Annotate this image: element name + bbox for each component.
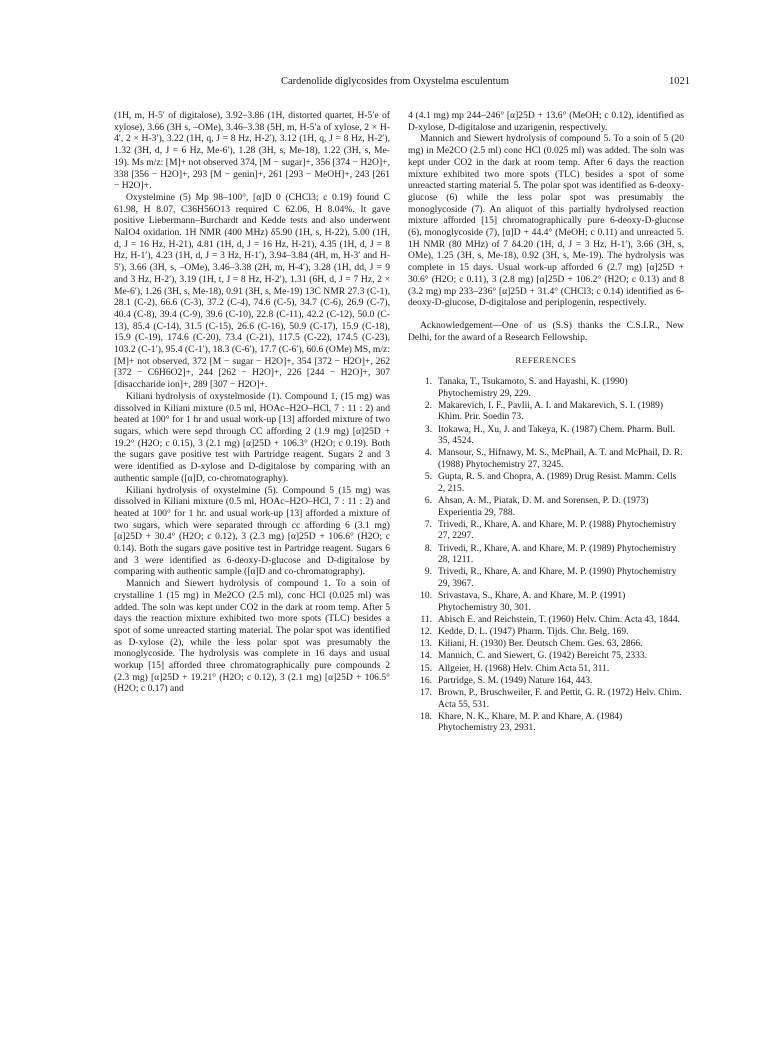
paragraph-nmr-continuation: (1H, m, H-5′ of digitalose), 3.92–3.86 (1H, distorted quartet, H-5′e of xylose), 3.66 (3H s, –OMe), 3.46–3.38 (5H, m, H-5′a of xylose, 2 × H-4′, 2 × H-3′), 3.22 (1H, q, J = 8 Hz, H-2′), 3.12 (1H, q, J = 8 Hz, H-2′), 1.32 (3H, d, J = 6 Hz, Me-6′), 1.28 (3H, s, Me-18), 1.22 (3H, s, Me-19). Ms m/z: [M]+ not observed 374, [M − sugar]+, 356 [374 − H2O]+, 338 [356 − H2O]+, 293 [M − genin]+, 261 [293 − MeOH]+, 243 [261 − H2O]+. (114, 110, 390, 192)
reference-item: 7. Trivedi, R., Khare, A. and Khare, M. P. (1988) Phytochemistry 27, 2297. (424, 519, 677, 542)
references-heading: REFERENCES (515, 355, 577, 366)
reference-list (408, 377, 684, 735)
reference-item: 9. Trivedi, R., Khare, A. and Khare, M. P. (1990) Phytochemistry 29, 3967. (424, 567, 677, 589)
running-title: Cardenolide diglycosides from Oxystelma esculentum (280, 76, 510, 87)
acknowledgement: Acknowledgement—One of us (S.S) thanks the C.S.I.R., New Delhi, for the award of a Research Fellowship. (408, 319, 684, 343)
paragraph-kiliani-hydrolysis-5: Kiliani hydrolysis of oxystelmine (5). Compound 5 (15 mg) was dissolved in Kiliani mixture (0.5 ml, HOAc–H2O–HCl, 7 : 11 : 2) and heated at 100° for 1 hr. and usual work-up [13] afforded a mixture of two sugars, which were separated through cc affording 6 (3.1 mg) [α]25D + 30.4° (H2O; c 0.12), 3 (2.3 mg) [α]25D + 106.6° (H2O; c 0.14). Both the sugars gave positive test in Partridge reagent. Sugars 6 and 3 were identified as 6-deoxy-D-glucose and D-digitalose by comparing with authentic sample ([α]D and co-chromatography). (114, 484, 390, 578)
paragraph-mannich-hydrolysis-5: Mannich and Siewert hydrolysis of compound 5. To a soin of 5 (20 mg) in Me2CO (2.5 ml) conc HCl (0.025 ml) was added. The soln was kept under CO2 in the dark at room temp. After 6 days the reaction mixture exhibited two more spots (TLC) besides a spot of some unreacted starting material 5. The polar spot was identified as 6-deoxy-glucose (6) while the less polar spot was presumably the monoglycoside (7). An aliquot of this partially hydrolysed reaction mixture afforded [15] chromatographically pure 6-deoxy-D-glucose (6), monoglycoside (7), [α]D + 44.4° (MeOH; c 0.11) and unreacted 5. 1H NMR (80 MHz) of 7 δ4.20 (1H, d, J = 3 Hz, H-1′), 3.66 (3H, s, OMe), 1.25 (3H, s, Me-18), 0.92 (3H, s, Me-19). The hydrolysis was complete in 15 days. Usual work-up afforded 6 (2.7 mg) [α]25D + 30.6° (H2O; c 0.11), 3 (2.8 mg) [α]25D + 106.2° (H2O; c 0.13) and 8 (3.2 mg) mp 233–236° [α]25D + 31.4° (CHCl3; c 0.14) identified as 6-deoxy-D-glucose, D-digitalose and periplogenin, respectively. (408, 133, 684, 309)
reference-item: 3. Itokawa, H., Xu, J. and Takeya, K. (1987) Chem. Pharm. Bull. 35, 4524. (424, 424, 676, 447)
paragraph-mannich-hydrolysis-1: Mannich and Siewert hydrolysis of compound 1. To a soin of crystalline 1 (15 mg) in Me2CO (2.5 ml), conc HCl (0.025 ml) was added. The soln was kept under CO2 in the dark at room temp. After 5 days the reaction mixture exhibited two more spots (TLC) besides a spot of some unreacted starting material. The polar spot was identified as D-xylose (2), while the less polar spot was presumably the monoglycoside. The hydrolysis was complete in 16 days and usual workup [15] afforded three chromatographically pure compounds 2 (2.3 mg) [α]25D + 19.21° (H2O; c 0.12), 3 (2.1 mg) [α]25D + 106.5° (H2O; c 0.17) and (114, 578, 390, 695)
right-column (408, 110, 684, 736)
reference-item: 11. Abisch E. and Reichstein, T. (1960) Helv. Chim. Acta 43, 1844. (420, 614, 681, 625)
paragraph-continuation: 4 (4.1 mg) mp 244–246° [α]25D + 13.6° (MeOH; c 0.12), identified as D-xylose, D-digitalose and uzarigenin, respectively. (408, 110, 684, 133)
reference-item: 10. Srivastava, S., Khare, A. and Khare, M. P. (1991) Phytochemistry 30, 301. (420, 591, 626, 613)
left-column (114, 110, 390, 695)
reference-item: 2. Makarevich, I. F., Pavlii, A. I. and Makarevich, S. I. (1989) Khim. Prir. Soedin 73. (424, 400, 664, 423)
paragraph-kiliani-hydrolysis-1: Kiliani hydrolysis of oxystelmoside (1). Compound 1, (15 mg) was dissolved in Kiliani mixture (0.5 ml, HOAc–H2O–HCl, 7 : 11 : 2) and heated at 100° for 1 hr and usual work-up [13] afforded mixture of two sugars, which were sepd through CC affording 2 (1.9 mg) [α]25D + 19.2° (H2O; c 0.15), 3 (2.1 mg) [α]25D + 106.3° (H2O; c 0.19). Both the sugars gave positive test with Partridge reagent. Sugars 2 and 3 were identified as D-xylose and D-digitalose by comparing with an authentic sample ([α]D, co-chromatography). (114, 390, 390, 484)
reference-item: 6. Ahsan, A. M., Piatak, D. M. and Sorensen, P. D. (1973) Experientia 29, 788. (424, 495, 649, 518)
reference-item: 14. Mannich, C. and Siewert, G. (1942) Bereicht 75, 2333. (420, 651, 647, 662)
reference-item: 5. Gupta, R. S. and Chopra, A. (1989) Drug Resist. Mamm. Cells 2, 215. (424, 472, 677, 494)
reference-item: 13. Kiliani, H. (1930) Ber. Deutsch Chem. Ges. 63, 2866. (420, 639, 643, 650)
reference-item: 1. Tanaka, T., Tsukamoto, S. and Hayashi, K. (1990) Phytochemistry 29, 229. (424, 377, 628, 399)
reference-item: 4. Mansour, S., Hifnawy, M. S., McPhail, A. T. and McPhail, D. R. (1988) Phytochemistry 27, 3245. (424, 448, 683, 470)
reference-item: 12. Kedde, D. L. (1947) Pharm. Tijds. Chr. Belg. 169. (420, 627, 629, 638)
reference-item: 18. Khare, N. K., Khare, M. P. and Khare, A. (1984) Phytochemistry 23, 2931. (420, 711, 623, 734)
reference-item: 15. Allgeier, H. (1968) Helv. Chim Acta 51, 311. (420, 663, 610, 674)
page-number: 1021 (669, 76, 690, 87)
reference-item: 8. Trivedi, R., Khare, A. and Khare, M. P. (1989) Phytochemistry 28, 1211. (424, 543, 677, 566)
reference-item: 17. Brown, P., Bruschweiler, F. and Pettit, G. R. (1972) Helv. Chim. Acta 55, 531. (420, 688, 682, 710)
paragraph-oxystelmine-data: Oxystelmine (5) Mp 98–100°, [α]D 0 (CHCl3; c 0.19) found C 61.98, H 8.07, C36H56O13 required C 62.06, H 8.04%. It gave positive Liebermann–Burchardt and Kedde tests and also underwent NaIO4 oxidation. 1H NMR (400 MHz) δ5.90 (1H, s, H-22), 5.00 (1H, d, J = 16 Hz, H-21), 4.81 (1H, d, J = 16 Hz, H-21), 4.35 (1H, d, J = 8 Hz, H-1′), 4.23 (1H, d, J = 3 Hz, H-1′), 3.94–3.84 (4H, m, H-3′ and H-5′), 3.66 (3H, s, –OMe), 3.46–3.38 (2H, m, H-4′), 3.28 (1H, dd, J = 9 and 3 Hz, H-2′), 3.19 (1H, t, J = 8 Hz, H-2′), 1.31 (6H, d, J = 7 Hz, 2 × Me-6′), 1.26 (3H, s, Me-18), 0.91 (3H, s, Me-19) 13C NMR 27.3 (C-1), 28.1 (C-2), 66.6 (C-3), 37.2 (C-4), 74.6 (C-5), 34.7 (C-6), 26.9 (C-7), 40.4 (C-8), 39.4 (C-9), 39.6 (C-10), 22.8 (C-11), 42.2 (C-12), 50.0 (C-13), 85.4 (C-14), 31.5 (C-15), 26.6 (C-16), 50.9 (C-17), 15.9 (C-18), 15.9 (C-19), 174.6 (C-20), 73.4 (C-21), 117.5 (C-22), 174.5 (C-23), 103.2 (C-1′), 95.4 (C-1′), 18.3 (C-6′), 17.7 (C-6′), 60.6 (OMe) MS, m/z: [M]+ not observed, 372 [M − sugar − H2O]+, 354 [372 − H2O]+, 262 [372 − C6H6O2]+, 244 [262 − H2O]+, 226 [244 − H2O]+, 307 [disaccharide ion]+, 289 [307 − H2O]+. (114, 191, 390, 391)
reference-item: 16. Partridge, S. M. (1949) Nature 164, 443. (420, 675, 593, 686)
